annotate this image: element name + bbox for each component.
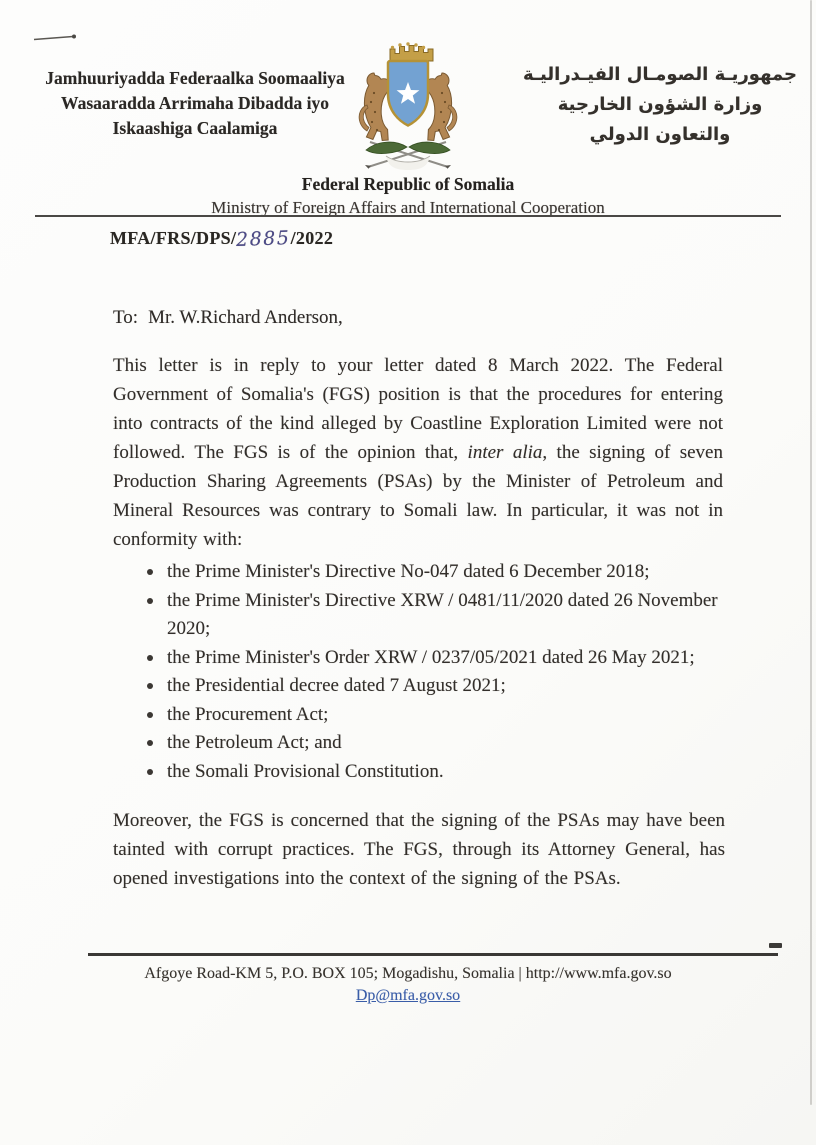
body-paragraph-2: Moreover, the FGS is concerned that the signing of the PSAs may have been tainted with corrupt practices. The FGS, through its Attorney General, has opened investigations into the context of the signing of the PSAs. (113, 810, 725, 889)
email-text: Dp@mfa.gov.so (355, 987, 461, 1004)
laurel-leaves-icon (366, 142, 450, 153)
reference-prefix: MFA/FRS/DPS/ (110, 228, 237, 248)
scan-page-edge (810, 0, 812, 1105)
ministry-subtitle: Ministry of Foreign Affairs and International Cooperation (211, 198, 605, 217)
shield-icon (388, 61, 428, 126)
footer-email (0, 987, 816, 1005)
list-item (145, 558, 730, 587)
somali-line: Iskaashiga Caalamiga (112, 118, 278, 138)
recipient-line (113, 307, 343, 329)
country-title: Federal Republic of Somalia (301, 174, 515, 194)
to-label: To: (113, 307, 139, 328)
bullet-icon (147, 569, 153, 575)
leopard-supporter-right-icon (426, 73, 457, 141)
list-item-text: the Prime Minister's Order XRW / 0237/05/2021 dated 26 May 2021; (167, 646, 695, 668)
reference-number (110, 227, 333, 249)
list-item (145, 701, 730, 730)
somali-line: Jamhuuriyadda Federaalka Soomaaliya (45, 68, 345, 88)
list-item-text: the Petroleum Act; and (167, 732, 342, 753)
recipient-name: Mr. W.Richard Anderson, (148, 307, 343, 328)
bullet-icon (147, 655, 153, 661)
list-item (145, 758, 730, 787)
reference-handwritten-number: 2885 (235, 227, 292, 251)
somali-line: Wasaaradda Arrimaha Dibadda iyo (61, 93, 329, 113)
footer-address: Afgoye Road-KM 5, P.O. BOX 105; Mogadishu, Somalia | http://www.mfa.gov.so (144, 965, 672, 982)
list-item-text: the Procurement Act; (167, 703, 329, 725)
bullet-icon (147, 740, 153, 746)
arabic-line: والتعاون الدولي (589, 124, 731, 145)
bullet-icon (147, 712, 153, 718)
letterhead-somali-text (45, 66, 345, 141)
list-item (145, 729, 730, 758)
reference-suffix: /2022 (290, 228, 334, 248)
body-paragraph-1: This letter is in reply to your letter dated 8 March 2022. The Federal Government of Somalia's (FGS) position is that the procedures for entering into contracts of the kind alleged by Coastline Exploration Limited were not followed. The FGS is of the opinion that, inter alia, the signing of seven Production Sharing Agreements (PSAs) by the Minister of Petroleum and Mineral Resources was contrary to Somali law. In particular, it was not in conformity with: (113, 355, 723, 550)
list-item-text: the Presidential decree dated 7 August 2021; (167, 675, 506, 696)
list-item (145, 644, 730, 673)
list-item (145, 672, 730, 701)
footer-dash-artifact (769, 943, 782, 948)
leopard-supporter-left-icon (359, 73, 390, 141)
somalia-coat-of-arms-icon (344, 40, 472, 172)
arabic-line: جمهوريـة الصومـال الفيـدراليـة (522, 64, 798, 85)
bullet-icon (147, 598, 153, 604)
footer-divider (88, 953, 778, 956)
bullet-icon (147, 683, 153, 689)
letterhead-title-block (35, 173, 781, 219)
list-item-text: the Prime Minister's Directive XRW / 0481/11/2020 dated 26 November 2020; (167, 589, 718, 639)
list-item-text: the Somali Provisional Constitution. (167, 760, 444, 782)
bullet-icon (147, 769, 153, 775)
header-divider (35, 215, 781, 217)
list-item (145, 587, 730, 644)
letterhead-arabic-text (520, 60, 800, 150)
arabic-line: وزارة الشؤون الخارجية (557, 94, 763, 115)
pen-mark-artifact (33, 33, 79, 43)
list-item-text: the Prime Minister's Directive No-047 dated 6 December 2018; (167, 561, 650, 582)
legal-instruments-list (145, 558, 730, 786)
crown-icon (390, 42, 433, 61)
